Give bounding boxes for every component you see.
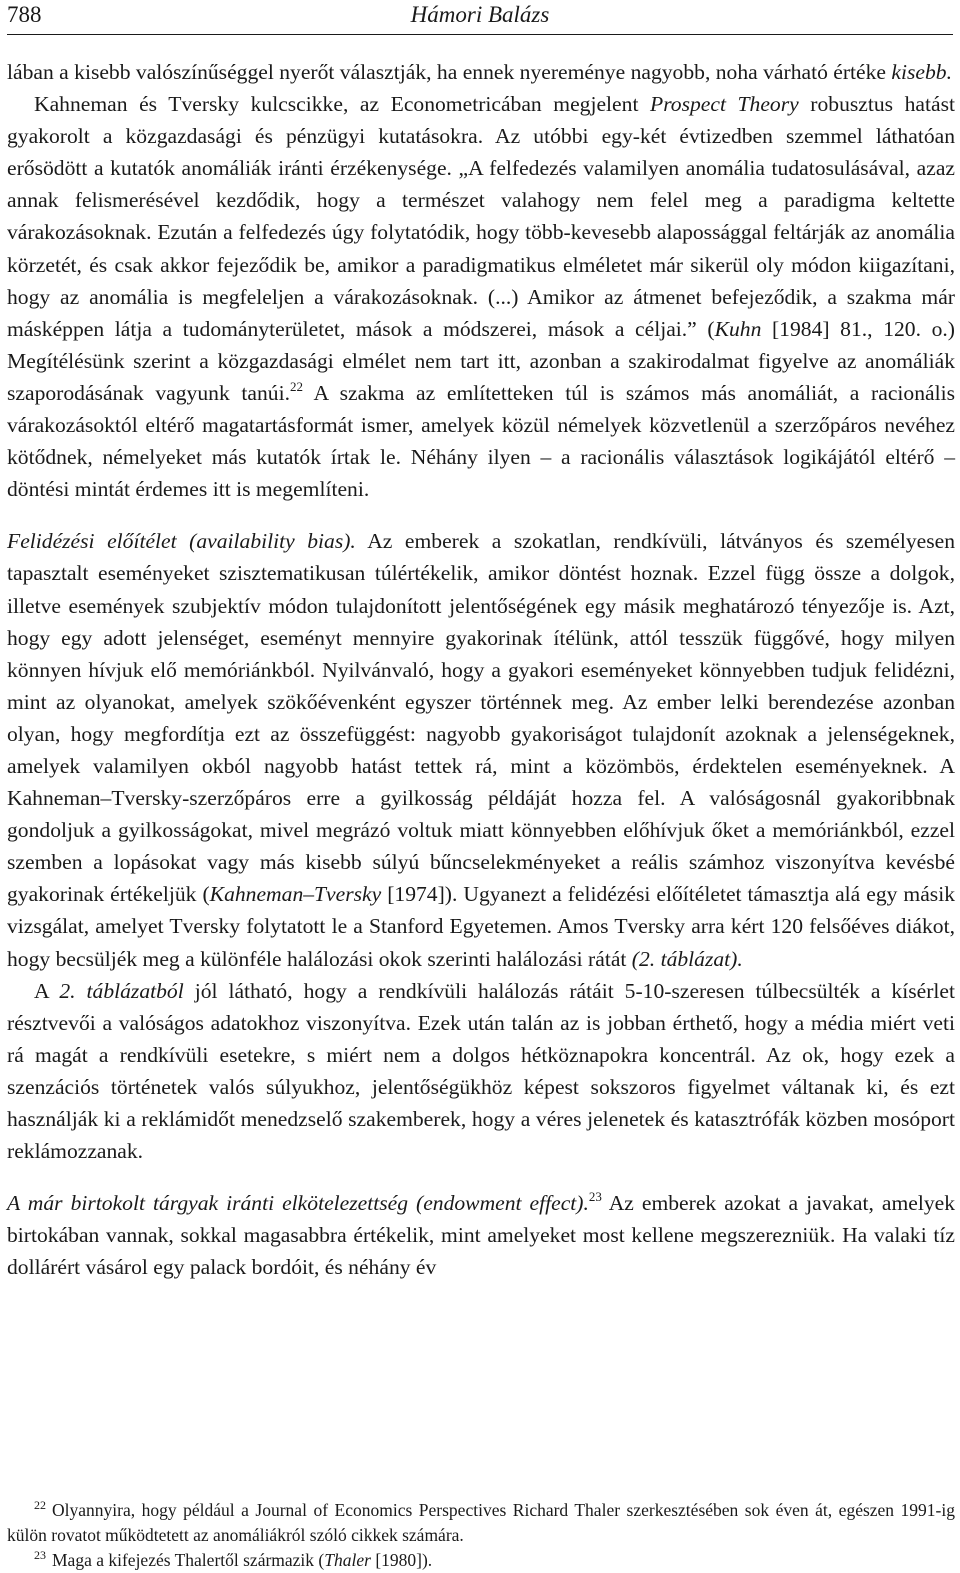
text-run: Az emberek azokat a javakat, amelyek birtokában vannak, sokkal magasabbra értékelik, mint amelyeket most kellene megszerezniük. Ha valaki tíz dollárért vásárol egy palack bordóit, és néhány év bbox=[7, 1191, 955, 1280]
text-run: Kahneman és Tversky kulcscikke, az Econometricában megjelent bbox=[34, 92, 651, 117]
footnote-ref-23[interactable]: 23 bbox=[588, 1189, 602, 1205]
italic-run: kisebb. bbox=[891, 60, 952, 84]
section-heading-endowment-effect: A már birtokolt tárgyak iránti elkötelezettség (endowment effect). bbox=[7, 1191, 589, 1216]
body-text bbox=[7, 56, 955, 1283]
footnotes bbox=[7, 1498, 955, 1573]
section-gap bbox=[7, 505, 955, 525]
section-gap bbox=[7, 1167, 955, 1187]
text-run: robusztus hatást gyakorolt a közgazdasági és pénzügyi kutatásokra. Az utóbbi egy-két évtizedben szemmel láthatóan erősödött a kutatók anomáliák iránti érzékenysége. „A felfedezés valamilyen anomália tudatosulásával, azaz annak felismerésével kezdődik, hogy a természet valahogy nem felel meg a paradigma keltette várakozásoknak. Ezután a felfedezés úgy folytatódik, hogy több-kevesebb alapossággal feltárják az anomália körzetét, és csak akkor fejeződik be, amikor a paradigmatikus elméletet már sikerül oly módon kiigazítani, hogy az anomália is megfeleljen a várakozásoknak. (...) Amikor az átmenet befejeződik, a szakma már másképpen látja a tudományterületet, mások a módszerei, mások a céljai.” ( bbox=[7, 92, 955, 341]
paragraph-prospect-theory bbox=[7, 88, 955, 505]
italic-run: 2. táblázatból bbox=[59, 978, 184, 1003]
footnote-text: [1980]). bbox=[370, 1550, 433, 1570]
paragraph-table-discussion bbox=[7, 975, 955, 1168]
text-run: A szakma az említetteken túl is számos más anomáliát, a racionális várakozásoktól eltérő magatartásformát ismer, amelyek közül némelyek közvetlenül a szerzőpáros nevéhez kötődnek, némelyeket más kutatók írtak le. Néhány ilyen – a racionális választások logikájától eltérő – döntési mintát érdemes itt is megemlíteni. bbox=[7, 380, 955, 502]
page-number: 788 bbox=[7, 2, 42, 27]
footnote-ref-22[interactable]: 22 bbox=[290, 378, 304, 394]
paragraph-availability-bias bbox=[7, 525, 955, 974]
footnote-number: 22 bbox=[34, 1498, 46, 1512]
italic-run: Kuhn bbox=[714, 316, 762, 341]
text-run: A bbox=[34, 978, 60, 1003]
italic-run: Prospect Theory bbox=[650, 92, 799, 117]
paragraph-endowment-effect bbox=[7, 1187, 955, 1283]
running-head-author: Hámori Balázs bbox=[410, 2, 550, 27]
text-run: [1974]). Ugyanezt a felidézési előítéletet támasztja alá egy másik vizsgálat, amelyet Tversky folytatott le a Stanford Egyetemen. Amos Tversky arra kért 120 felsőéves diákot, hogy becsüljék meg a különféle halálozási okok szerinti halálozási rátát bbox=[7, 882, 955, 971]
text-run: jól látható, hogy a rendkívüli halálozás rátáit 5-10-szeresen túlbecsülték a kísérlet résztvevői a valóságos adatokhoz viszonyítva. Ezek után talán az is jobban érthető, hogy a média miért veti rá magát a rendkívüli esetekre, s miért nem a dolgos hétköznapokra koncentrál. Az ok, hogy ezek a szenzációs történetek valós súlyukhoz, jelentőségükhöz képest sokszoros figyelmet váltanak ki, és ezt használják ki a reklámidőt menedzselő szakemberek, hogy a véres jelenetek és katasztrófák közben mosóport reklámozzanak. bbox=[7, 978, 955, 1164]
paragraph-continuation bbox=[7, 56, 955, 88]
text-run: Az emberek a szokatlan, rendkívüli, látványos és személyesen tapasztalt eseményeket szisztematikusan túlértékelik, amikor döntést hoznak. Ezzel függ össze a dolgok, illetve események szubjektív módon tulajdonított jelentőségének egy másik meghatározó tényezője is. Azt, hogy egy adott jelenséget, eseményt mennyire gyakorinak ítélünk, attól tesszük függővé, hogy milyen könnyen hívjuk elő memóriánkból. Nyilvánvaló, hogy a gyakori eseményeket könnyebben tudjuk felidézni, mint az olyanokat, amelyek szökőévenként egyszer történnek meg. Az ember lelki berendezése azonban olyan, hogy megfordítja ezt az összefüggést: nagyobb gyakoriságot tulajdonít azoknak a jelenségeknek, amelyek valamilyen okból nagyobb hatást tettek rá, mint a közömbös, érdektelen eseményeknek. A Kahneman–Tversky-szerzőpáros erre a gyilkosság példáját hozza fel. A valóságosnál gyakoribbnak gondoljuk a gyilkosságokat, mivel megrázó voltuk miatt könnyebben előhívjuk őket a memóriánkból, ezzel szemben a lopásokat vagy más kisebb súlyú bűncselekményeket a reális számhoz viszonyítva kevésbé gyakorinak értékeljük ( bbox=[7, 529, 956, 907]
running-header bbox=[7, 0, 953, 35]
table-reference: (2. táblázat). bbox=[631, 946, 743, 971]
italic-run: Thaler bbox=[324, 1550, 371, 1570]
section-heading-availability-bias: Felidézési előítélet (availability bias). bbox=[7, 529, 356, 554]
text-run: lában a kisebb valószínűséggel nyerőt választják, ha ennek nyereménye nagyobb, noha várható értéke bbox=[7, 60, 892, 84]
footnote-23 bbox=[7, 1548, 955, 1573]
italic-run: Kahneman–Tversky bbox=[209, 882, 382, 907]
footnote-text: Olyannyira, hogy például a Journal of Economics Perspectives Richard Thaler szerkesztésében sok éven át, egészen 1991-ig külön rovatot működtetett az anomáliákról szóló cikkek számára. bbox=[7, 1500, 955, 1545]
footnote-text: Maga a kifejezés Thalertől származik ( bbox=[52, 1550, 325, 1570]
text-run: [1984] 81., 120. o.) Megítélésünk szerint a közgazdasági elmélet nem tart itt, azonban a szakirodalmat figyelve az anomáliák szaporodásának vagyunk tanúi. bbox=[7, 316, 955, 405]
footnote-number: 23 bbox=[34, 1548, 46, 1562]
footnote-22 bbox=[7, 1498, 955, 1548]
